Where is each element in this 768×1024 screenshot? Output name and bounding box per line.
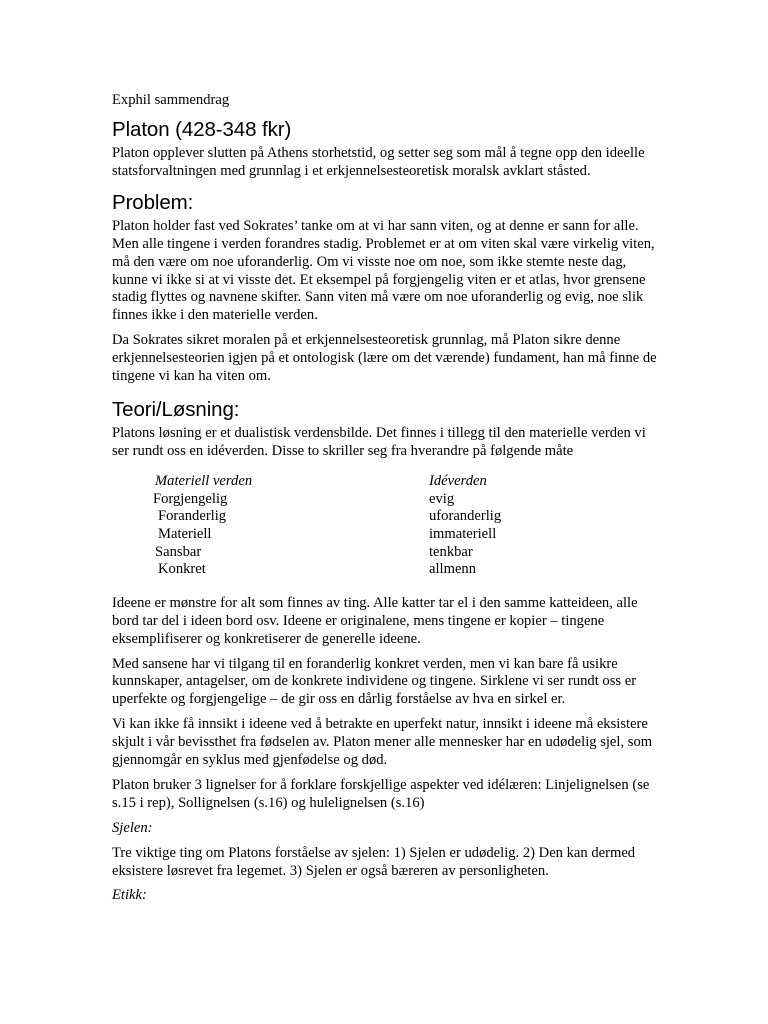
subheading-sjelen: Sjelen: [112, 819, 153, 836]
comparison-cell: evig [429, 490, 455, 507]
paragraph-innsikt: Vi kan ikke få innsikt i ideene ved å betrakte en uperfekt natur, innsikt i ideene må eksistere skjult i vår bevissthet fra fødselen av. Platon mener alle mennesker har en udødelig sjel, som gjennomgår en syklus med gjenfødelse og død. [112, 716, 653, 769]
paragraph-platon-intro: Platon opplever slutten på Athens storhetstid, og setter seg som mål å tegne opp den ideelle statsforvaltningen med grunnlag i et erkjennelsesteoretisk moralsk avklart ståsted. [112, 145, 645, 179]
paragraph-problem-1: Platon holder fast ved Sokrates’ tanke om at vi har sann viten, og at denne er sann for alle. Men alle tingene i verden forandres stadig. Problemet er at om viten skal være virkelig viten, må den være om noe uforanderlig. Om vi visste noe om noe, som ikke stemte neste dag, kunne vi ikke si at vi visste det. Et eksempel på forgjengelig viten er et atlas, hvor grensene stadig flyttes og navnene skifter. Sann viten må være om noe uforanderlig og evig, noe slik finnes ikke i den materielle verden. [112, 217, 655, 324]
comparison-header-ideverden: Idéverden [429, 472, 487, 489]
comparison-cell: uforanderlig [429, 508, 502, 525]
comparison-cell: tenkbar [429, 543, 473, 560]
paragraph-sansene: Med sansene har vi tilgang til en foranderlig konkret verden, men vi kan bare få usikre kunnskaper, antagelser, om de konkrete individene og tingene. Sirklene vi ser rundt oss er uperfekte og forgjengelige – de gir oss en dårlig forståelse av hva en sirkel er. [112, 655, 637, 708]
paragraph-sjelen: Tre viktige ting om Platons forståelse av sjelen: 1) Sjelen er udødelig. 2) Den kan dermed eksistere løsrevet fra legemet. 3) Sjelen er også bæreren av personligheten. [112, 844, 636, 879]
comparison-column-ideverden [429, 473, 501, 579]
paragraph-problem-2: Da Sokrates sikret moralen på et erkjennelsesteoretisk grunnlag, må Platon sikre denne erkjennelsesteorien igjen på et ontologisk (lære om det værende) fundament, han må finne de tingene vi kan ha viten om. [112, 332, 657, 385]
heading-teori-losning: Teori/Løsning: [112, 397, 240, 421]
paragraph-lignelser: Platon bruker 3 lignelser for å forklare forskjellige aspekter ved idélæren: Linjelignelsen (se s.15 i rep), Sollignelsen (s.16) og hulelignelsen (s.16) [112, 776, 650, 811]
document-header: Exphil sammendrag [112, 92, 230, 108]
comparison-header-materiell: Materiell verden [155, 472, 253, 489]
heading-platon: Platon (428-348 fkr) [112, 118, 292, 141]
subheading-etikk: Etikk: [112, 887, 147, 904]
heading-problem: Problem: [112, 190, 194, 214]
comparison-table [112, 473, 664, 581]
comparison-cell: Materiell [158, 525, 212, 542]
paragraph-ideene: Ideene er mønstre for alt som finnes av ting. Alle katter tar el i den samme katteideen, alle bord tar del i ideen bord osv. Ideene er originalene, mens tingene er kopier – tingene eksemplifiserer og konkretiserer de generelle ideene. [112, 594, 638, 647]
comparison-cell: immateriell [429, 525, 497, 542]
comparison-cell: Konkret [158, 561, 206, 578]
comparison-cell: Forgjengelig [153, 490, 228, 507]
comparison-cell: allmenn [429, 561, 477, 578]
paragraph-teori-intro: Platons løsning er et dualistisk verdensbilde. Det finnes i tillegg til den materielle verden vi ser rundt oss en idéverden. Disse to skriller seg fra hverandre på følgende måte [112, 424, 646, 459]
document-page [112, 92, 664, 912]
comparison-cell: Foranderlig [158, 508, 227, 525]
comparison-cell: Sansbar [155, 543, 202, 560]
comparison-column-materiell [155, 473, 252, 579]
